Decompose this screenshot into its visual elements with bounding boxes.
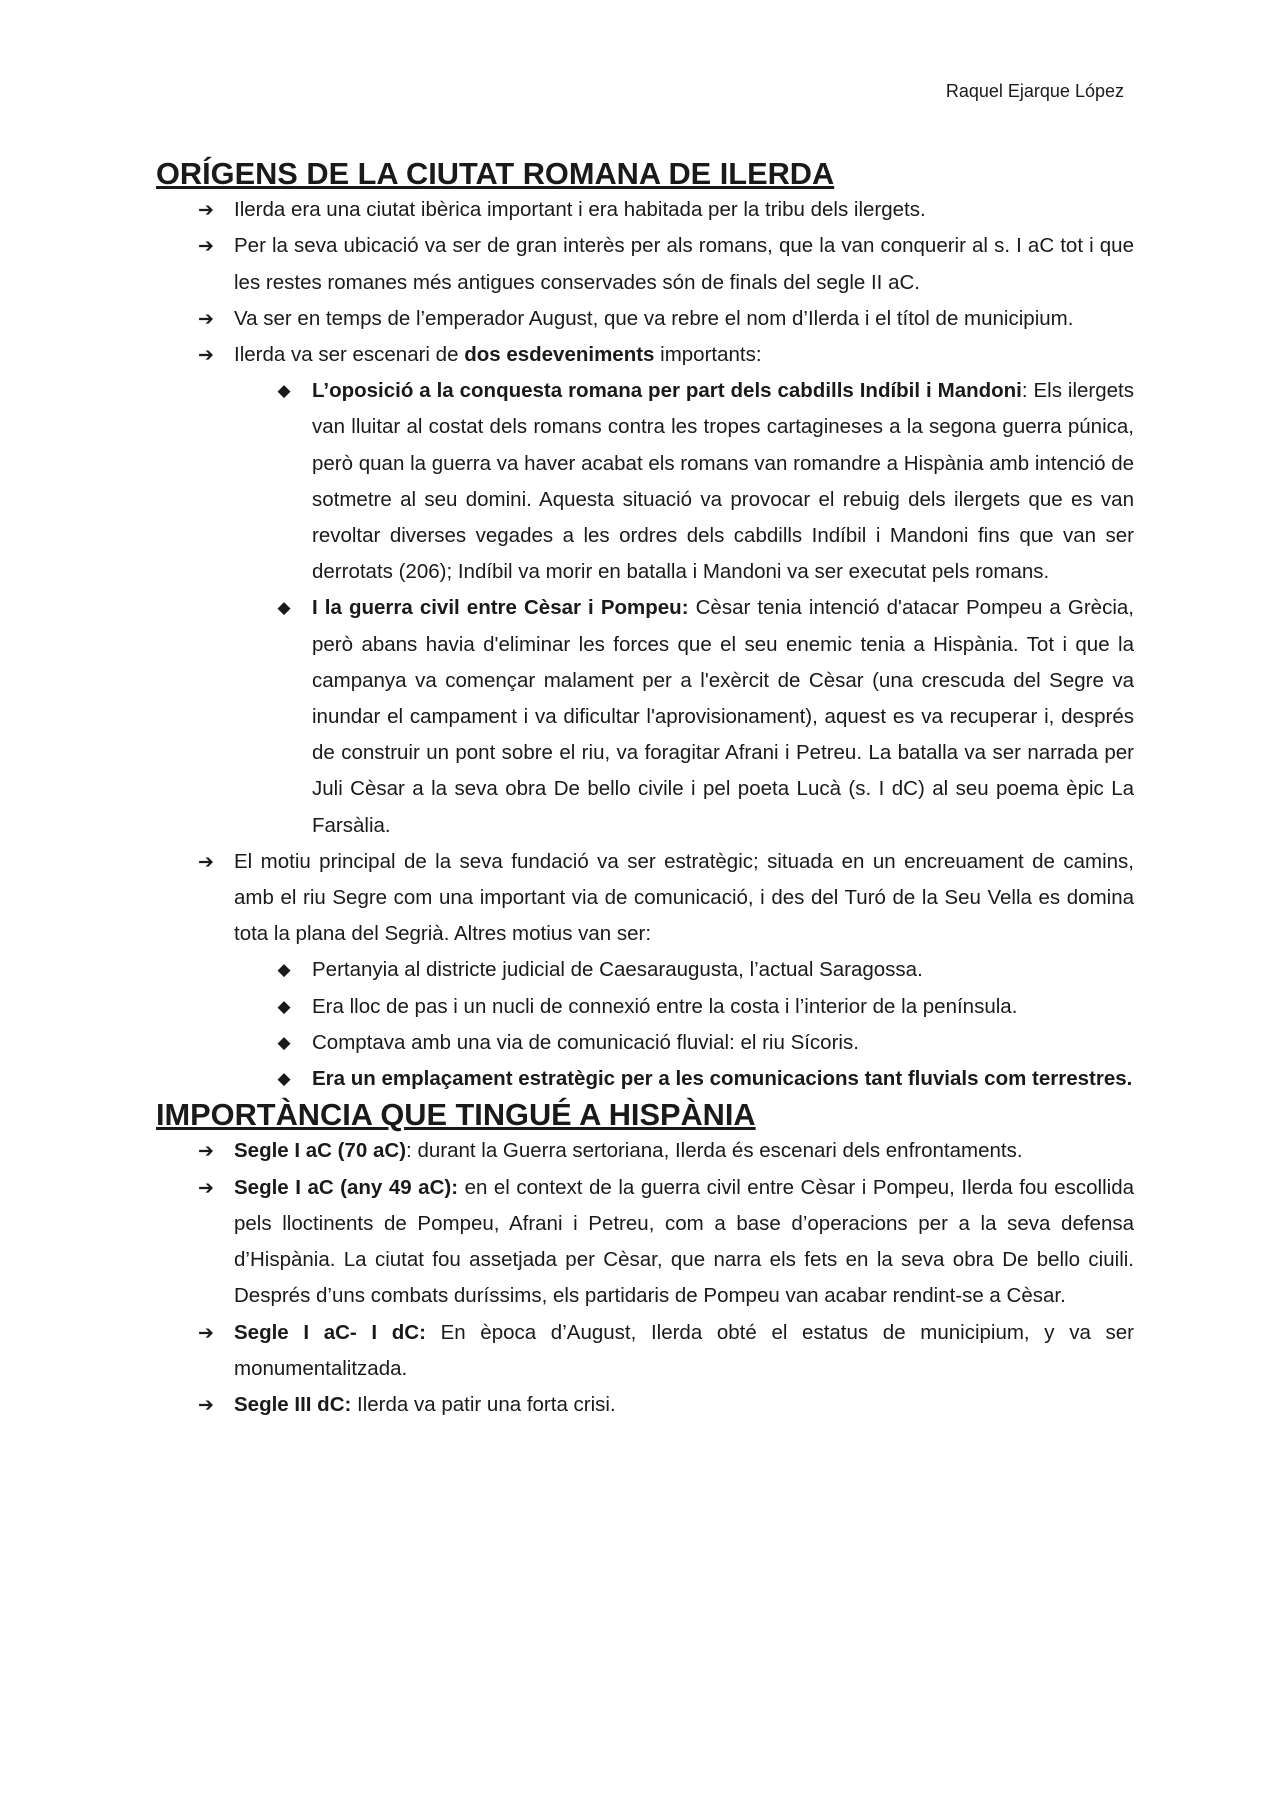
sub-list-item: [156, 952, 1134, 988]
arrow-bullet-icon: ➔: [198, 344, 214, 367]
item-text: Pertanyia al districte judicial de Caesaraugusta, l’actual Saragossa.: [312, 958, 923, 982]
section-heading: IMPORTÀNCIA QUE TINGUÉ A HISPÀNIA: [156, 1097, 756, 1133]
sub-bullet-list: [156, 373, 1134, 844]
item-text: : Els ilergets van lluitar al costat dels romans contra les tropes cartagineses a la segona guerra púnica, però quan la guerra va haver acabat els romans van romandre a Hispània amb intenció de sotmetre al seu domini. Aquesta situació va provocar el rebuig dels ilergets que es van revoltar diverses vegades a les ordres dels cabdills Indíbil i Mandoni fins que van ser derrotats (206); Indíbil va morir en batalla i Mandoni va ser executat pels romans.: [312, 379, 1134, 584]
sub-bullet-list: [156, 952, 1134, 1097]
item-text: Comptava amb una via de comunicació fluvial: el riu Sícoris.: [312, 1030, 859, 1054]
item-bold-text: Segle I aC- I dC:: [234, 1320, 426, 1344]
item-text: : durant la Guerra sertoriana, Ilerda és escenari dels enfrontaments.: [406, 1139, 1023, 1163]
section-heading: ORÍGENS DE LA CIUTAT ROMANA DE ILERDA: [156, 156, 835, 191]
list-item: [156, 1170, 1134, 1315]
diamond-bullet-icon: ◆: [277, 960, 291, 981]
item-text: Era lloc de pas i un nucli de connexió entre la costa i l’interior de la península.: [312, 994, 1018, 1018]
list-item: [156, 844, 1134, 953]
item-bold-text: dos esdeveniments: [464, 343, 655, 367]
bullet-list: [156, 1133, 1134, 1423]
sub-list-item: [156, 1061, 1134, 1097]
item-text: Ilerda va patir una forta crisi.: [351, 1392, 616, 1416]
item-bold-text: Segle I aC (70 aC): [234, 1139, 407, 1163]
arrow-bullet-icon: ➔: [198, 1176, 214, 1199]
list-item: [156, 228, 1134, 300]
arrow-bullet-icon: ➔: [198, 1140, 214, 1163]
list-item: [156, 337, 1134, 373]
item-text: en el context de la guerra civil entre Cèsar i Pompeu, Ilerda fou escollida pels lloctinents de Pompeu, Afrani i Petreu, com a base d’operacions per a la seva defensa d’Hispània. La ciutat fou assetjada per Cèsar, que narra els fets en la seva obra De bello ciuili. Després d’uns combats duríssims, els partidaris de Pompeu van acabar rendint-se a Cèsar.: [234, 1175, 1135, 1308]
item-text: El motiu principal de la seva fundació va ser estratègic; situada en un encreuament de camins, amb el riu Segre com una important via de comunicació, i des del Turó de la Seu Vella es domina tota la plana del Segrià. Altres motius van ser:: [234, 849, 1134, 946]
list-item: [156, 301, 1134, 337]
list-item: [156, 1387, 1134, 1423]
diamond-bullet-icon: ◆: [277, 381, 291, 402]
arrow-bullet-icon: ➔: [198, 199, 214, 222]
arrow-bullet-icon: ➔: [198, 1393, 214, 1416]
arrow-bullet-icon: ➔: [198, 850, 214, 873]
arrow-bullet-icon: ➔: [198, 235, 214, 258]
bullet-list: [156, 844, 1134, 953]
diamond-bullet-icon: ◆: [277, 598, 291, 619]
sub-list-item: [156, 989, 1134, 1025]
item-text: Ilerda era una ciutat ibèrica important i era habitada per la tribu dels ilergets.: [234, 198, 926, 222]
item-bold-text: L’oposició a la conquesta romana per part dels cabdills Indíbil i Mandoni: [312, 379, 1022, 403]
sub-list-item: [156, 1025, 1134, 1061]
item-bold-text: Segle I aC (any 49 aC):: [234, 1175, 459, 1199]
list-item: [156, 1315, 1134, 1387]
item-text: En època d’August, Ilerda obté el estatus de municipium, y va ser monumentalitzada.: [234, 1320, 1134, 1380]
document-content: [156, 156, 1134, 1423]
item-text: importants:: [654, 343, 762, 367]
sub-list-item: [156, 590, 1134, 843]
list-item: [156, 1133, 1134, 1169]
arrow-bullet-icon: ➔: [198, 307, 214, 330]
item-bold-text: I la guerra civil entre Cèsar i Pompeu:: [312, 596, 689, 620]
bullet-list: [156, 192, 1134, 373]
item-text: Cèsar tenia intenció d'atacar Pompeu a Grècia, però abans havia d'eliminar les forces que el seu enemic tenia a Hispània. Tot i que la campanya va començar malament per a l'exèrcit de Cèsar (una crescuda del Segre va inundar el campament i va dificultar l'aprovisionament), aquest es va recuperar i, després de construir un pont sobre el riu, va foragitar Afrani i Petreu. La batalla va ser narrada per Juli Cèsar a la seva obra De bello civile i pel poeta Lucà (s. I dC) al seu poema èpic La Farsàlia.: [312, 596, 1134, 837]
item-text: Va ser en temps de l’emperador August, que va rebre el nom d’Ilerda i el títol de municipium.: [234, 306, 1074, 330]
item-text: Ilerda va ser escenari de: [234, 343, 465, 367]
diamond-bullet-icon: ◆: [277, 996, 291, 1017]
sub-list-item: [156, 373, 1134, 590]
item-bold-text: Era un emplaçament estratègic per a les comunicacions tant fluvials com terrestres.: [312, 1067, 1133, 1091]
item-text: Per la seva ubicació va ser de gran interès per als romans, que la van conquerir al s. I aC tot i que les restes romanes més antigues conservades són de finals del segle II aC.: [234, 234, 1134, 294]
list-item: [156, 192, 1134, 228]
arrow-bullet-icon: ➔: [198, 1321, 214, 1344]
diamond-bullet-icon: ◆: [277, 1069, 291, 1090]
item-bold-text: Segle III dC:: [234, 1392, 352, 1416]
diamond-bullet-icon: ◆: [277, 1032, 291, 1053]
author-name: Raquel Ejarque López: [945, 81, 1124, 101]
